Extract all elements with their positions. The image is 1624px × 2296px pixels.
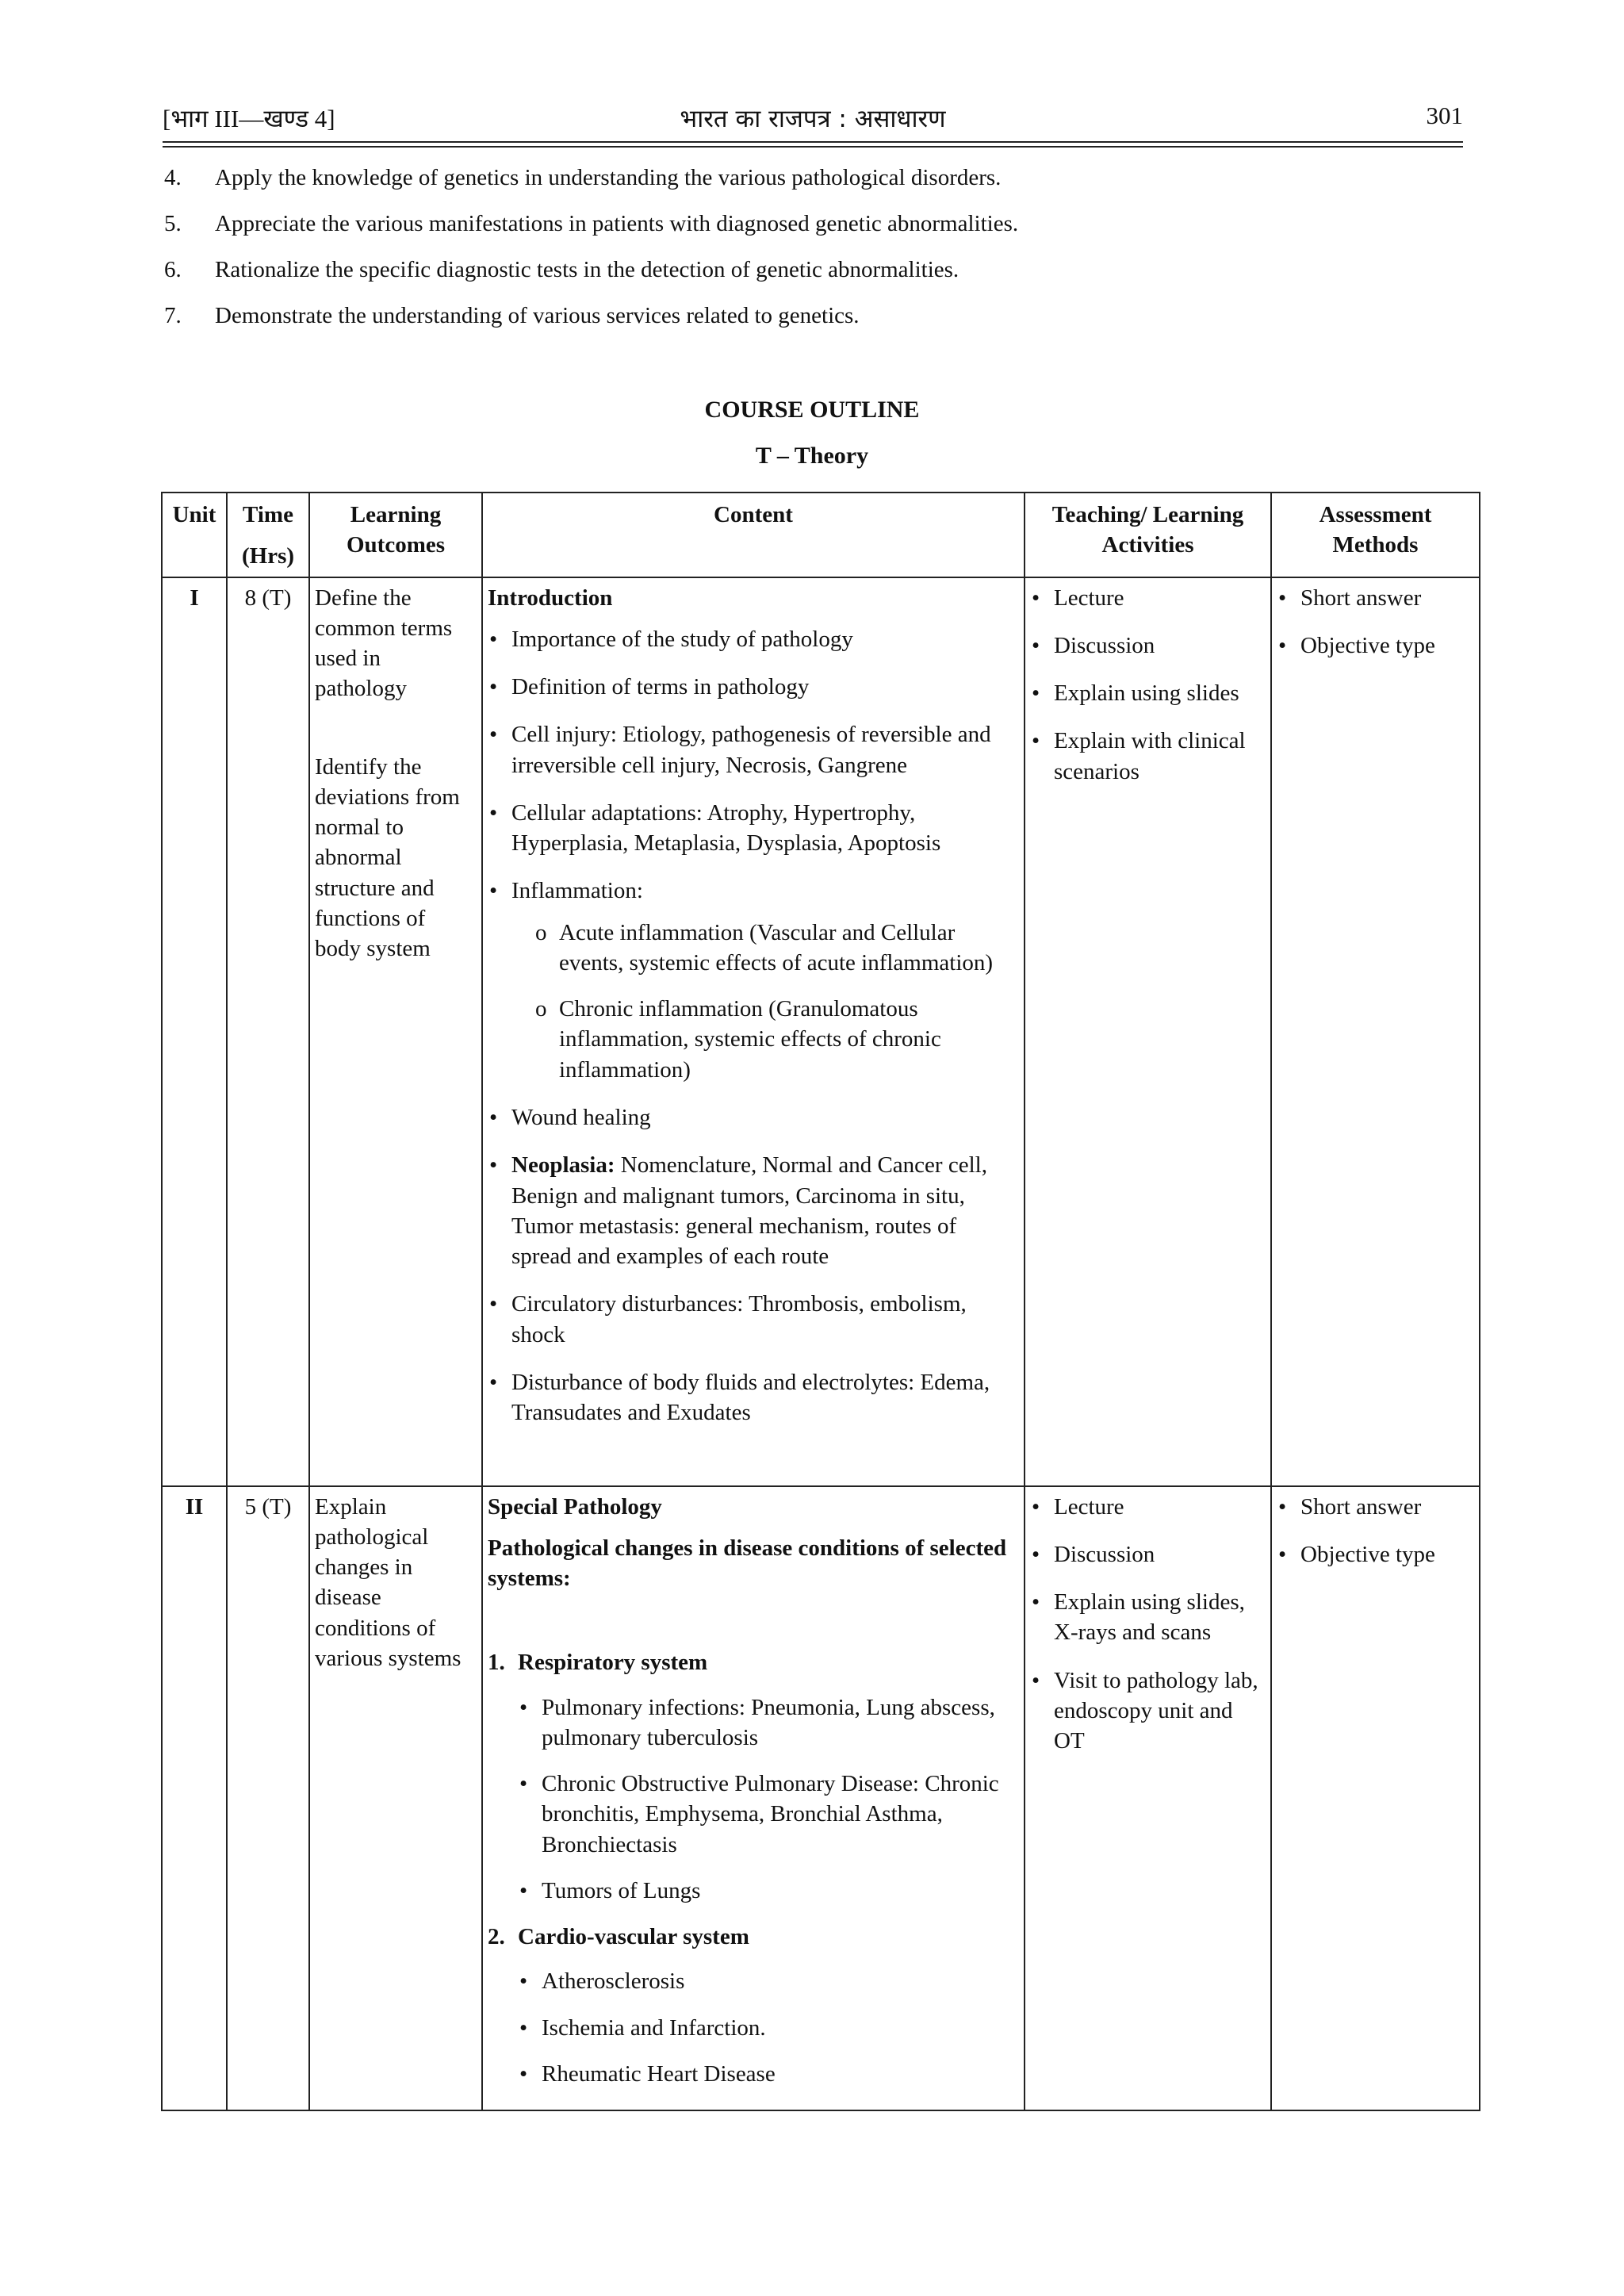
content-cell xyxy=(482,1486,1025,2111)
teaching-item: • Explain using slides, X-rays and scans xyxy=(1030,1587,1266,1648)
header-content: Content xyxy=(482,493,1025,577)
objective-number: 4. xyxy=(164,165,182,190)
teaching-item: • Discussion xyxy=(1030,1539,1266,1570)
objective-number: 5. xyxy=(164,211,182,236)
objective-item xyxy=(164,257,1465,303)
teaching-activities-cell xyxy=(1025,1486,1271,2111)
system-item-list xyxy=(488,1692,1019,1907)
objective-item xyxy=(164,165,1465,211)
objective-text: Apply the knowledge of genetics in understanding the various pathological disorders. xyxy=(215,165,1002,190)
content-subitem: o Acute inflammation (Vascular and Cellular events, systemic effects of acute inflammation) xyxy=(511,918,1019,979)
objective-item xyxy=(164,303,1465,349)
content-item: • Wound healing xyxy=(488,1102,1019,1133)
teaching-item: • Lecture xyxy=(1030,1492,1266,1522)
content-list xyxy=(488,624,1019,1428)
header-unit: Unit xyxy=(162,493,227,577)
system-item: • Atherosclerosis xyxy=(488,1966,1019,1996)
system-item: • Tumors of Lungs xyxy=(488,1876,1019,1906)
inflammation-sublist xyxy=(511,918,1019,1085)
teaching-item: • Explain using slides xyxy=(1030,678,1266,708)
assessment-item: • Objective type xyxy=(1277,631,1474,661)
objective-item xyxy=(164,211,1465,257)
header-time xyxy=(227,493,309,577)
header-rule-bottom xyxy=(163,146,1463,148)
learning-outcomes-cell xyxy=(309,1486,482,2111)
system-item: • Pulmonary infections: Pneumonia, Lung abscess, pulmonary tuberculosis xyxy=(488,1692,1019,1754)
teaching-item: • Explain with clinical scenarios xyxy=(1030,726,1266,787)
page-number: 301 xyxy=(1426,102,1463,129)
learning-outcome: Define the common terms used in pathology xyxy=(315,585,453,702)
assessment-methods-cell xyxy=(1271,577,1480,1486)
teaching-activities-cell xyxy=(1025,577,1271,1486)
assessment-list xyxy=(1277,583,1474,661)
teaching-list xyxy=(1030,583,1266,787)
content-item: • Disturbance of body fluids and electrolytes: Edema, Transudates and Exudates xyxy=(488,1367,1019,1428)
header-teaching-activities: Teaching/ Learning Activities xyxy=(1025,493,1271,577)
header-rule-top xyxy=(163,141,1463,143)
content-heading: Introduction xyxy=(488,585,613,611)
table-row xyxy=(162,577,1480,1486)
learning-outcome: Explain pathological changes in disease conditions of various systems xyxy=(315,1493,462,1671)
header-time-label: Time xyxy=(243,502,293,527)
system-item-list xyxy=(488,1966,1019,2089)
table-row xyxy=(162,1486,1480,2111)
system-number: 1. xyxy=(488,1650,505,1676)
neoplasia-text: Nomenclature, Normal and Cancer cell, Benign and malignant tumors, Carcinoma in situ, Tumor metastasis: general mechanism, routes of spread and examples of each route xyxy=(511,1152,987,1270)
time-cell: 5 (T) xyxy=(227,1486,309,2111)
teaching-item: • Visit to pathology lab, endoscopy unit and OT xyxy=(1030,1665,1266,1757)
content-cell xyxy=(482,577,1025,1486)
content-item-neoplasia xyxy=(488,1150,1019,1271)
assessment-item: • Short answer xyxy=(1277,1492,1474,1522)
content-item: • Definition of terms in pathology xyxy=(488,672,1019,702)
assessment-item: • Objective type xyxy=(1277,1539,1474,1570)
course-outline-subheading: T – Theory xyxy=(755,443,869,469)
system-number: 2. xyxy=(488,1924,505,1950)
system-name: Respiratory system xyxy=(518,1650,708,1676)
course-outline-table xyxy=(161,492,1480,2111)
objective-number: 7. xyxy=(164,303,182,328)
objective-number: 6. xyxy=(164,257,182,282)
objectives-list xyxy=(164,165,1465,349)
learning-outcome: Identify the deviations from normal to abnormal structure and functions of body system xyxy=(315,753,460,962)
system-item: • Chronic Obstructive Pulmonary Disease: Chronic bronchitis, Emphysema, Bronchial Asthma, Bronchiectasis xyxy=(488,1769,1019,1860)
system-name: Cardio-vascular system xyxy=(518,1924,749,1950)
content-item: • Importance of the study of pathology xyxy=(488,624,1019,654)
header-gazette-title: भारत का राजपत्र : असाधारण xyxy=(680,105,946,133)
time-cell: 8 (T) xyxy=(227,577,309,1486)
system-item: • Ischemia and Infarction. xyxy=(488,2013,1019,2043)
teaching-item: • Discussion xyxy=(1030,631,1266,661)
header-learning-outcomes: Learning Outcomes xyxy=(309,493,482,577)
teaching-item: • Lecture xyxy=(1030,583,1266,613)
system-item: • Rheumatic Heart Disease xyxy=(488,2059,1019,2089)
assessment-methods-cell xyxy=(1271,1486,1480,2111)
learning-outcomes-cell xyxy=(309,577,482,1486)
assessment-list xyxy=(1277,1492,1474,1570)
content-subitem: o Chronic inflammation (Granulomatous inflammation, systemic effects of chronic inflammation) xyxy=(511,994,1019,1085)
content-heading: Special Pathology xyxy=(488,1493,662,1520)
header-assessment-methods: Assessment Methods xyxy=(1271,493,1480,577)
table-header-row xyxy=(162,493,1480,577)
content-item: • Cell injury: Etiology, pathogenesis of reversible and irreversible cell injury, Necrosis, Gangrene xyxy=(488,719,1019,780)
teaching-list xyxy=(1030,1492,1266,1757)
content-item: • Circulatory disturbances: Thrombosis, embolism, shock xyxy=(488,1289,1019,1350)
header-time-unit: (Hrs) xyxy=(241,543,295,569)
neoplasia-lead: Neoplasia: xyxy=(511,1152,615,1179)
course-outline-heading: COURSE OUTLINE xyxy=(704,397,920,423)
assessment-item: • Short answer xyxy=(1277,583,1474,613)
objective-text: Demonstrate the understanding of various services related to genetics. xyxy=(215,303,860,328)
system-heading xyxy=(488,1922,1019,1952)
system-heading xyxy=(488,1647,1019,1677)
content-item-label: Inflammation: xyxy=(511,878,643,904)
unit-cell: I xyxy=(162,577,227,1486)
objective-text: Appreciate the various manifestations in patients with diagnosed genetic abnormalities. xyxy=(215,211,1019,236)
content-subheading: Pathological changes in disease conditions of selected systems: xyxy=(488,1535,1007,1592)
objective-text: Rationalize the specific diagnostic tests in the detection of genetic abnormalities. xyxy=(215,257,959,282)
content-item: • Cellular adaptations: Atrophy, Hypertrophy, Hyperplasia, Metaplasia, Dysplasia, Apoptosis xyxy=(488,798,1019,859)
header-part-section: [भाग III—खण्ड 4] xyxy=(163,105,335,132)
content-item-inflammation xyxy=(488,876,1019,1085)
page-header xyxy=(163,102,1463,138)
unit-cell: II xyxy=(162,1486,227,2111)
